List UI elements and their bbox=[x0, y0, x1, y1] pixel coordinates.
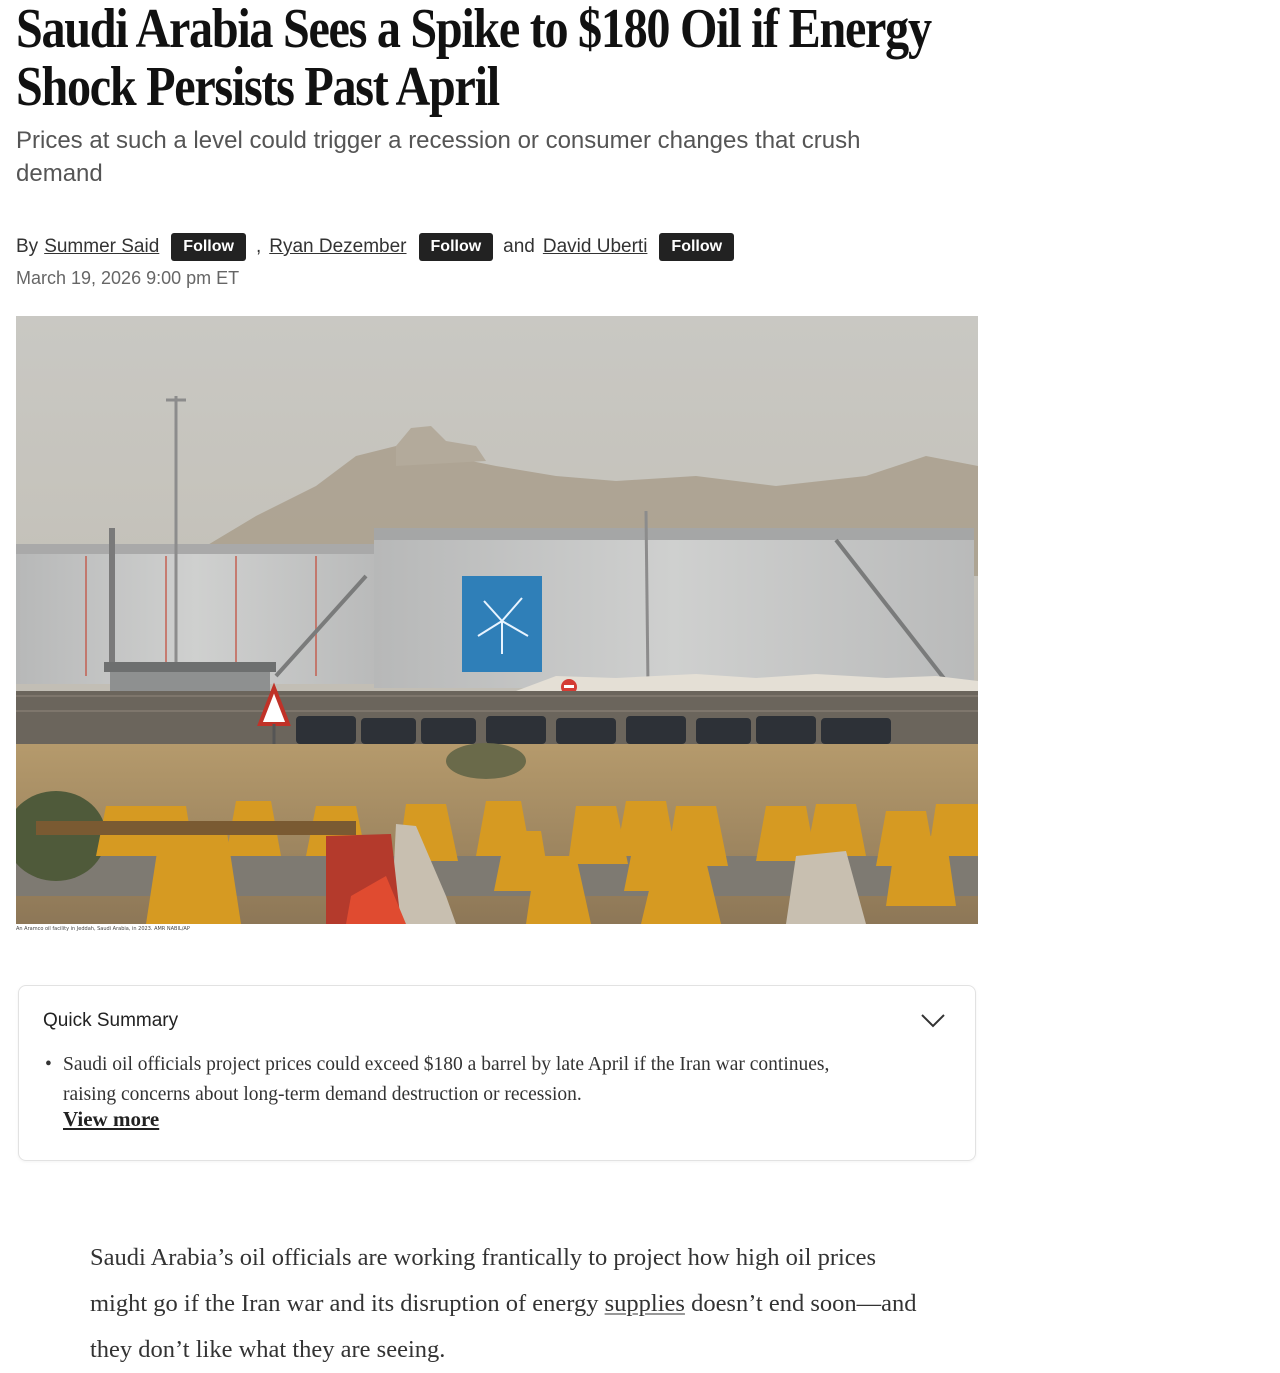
chevron-down-icon[interactable] bbox=[919, 1010, 947, 1030]
byline-prefix: By bbox=[16, 236, 39, 257]
author-link-summer-said[interactable]: Summer Said bbox=[44, 236, 160, 257]
headline: Saudi Arabia Sees a Spike to $180 Oil if Energy Shock Persists Past April bbox=[16, 0, 931, 118]
publish-date: March 19, 2026 9:00 pm ET bbox=[16, 268, 240, 288]
quick-summary-bullet: • Saudi oil officials project prices could exceed $180 a barrel by late April if the Iran war continues, raising concerns about long-term demand destruction or recession. bbox=[45, 1050, 865, 1110]
article bbox=[16, 0, 978, 1363]
follow-button-summer-said[interactable]: Follow bbox=[171, 233, 246, 261]
paragraph-text-start: Saudi Arabia’s oil officials are working frantically to project how high oil prices might go if the Iran war and its disruption of energy bbox=[90, 1243, 877, 1317]
view-more-link[interactable]: View more bbox=[63, 1107, 160, 1131]
supplies-link[interactable]: supplies bbox=[604, 1289, 685, 1317]
follow-button-ryan-dezember[interactable]: Follow bbox=[419, 233, 494, 261]
author-link-david-uberti[interactable]: David Uberti bbox=[542, 236, 648, 257]
dek: Prices at such a level could trigger a recession or consumer changes that crush demand bbox=[16, 127, 861, 187]
quick-summary-card bbox=[18, 985, 976, 1161]
byline-comma: , bbox=[255, 236, 262, 257]
hero-image bbox=[16, 316, 978, 924]
author-link-ryan-dezember[interactable]: Ryan Dezember bbox=[269, 236, 407, 257]
follow-button-david-uberti[interactable]: Follow bbox=[659, 233, 734, 261]
paragraph-text-end: doesn’t end soon—and they don’t like what they are seeing. bbox=[90, 1289, 917, 1363]
image-caption: An Aramco oil facility in Jeddah, Saudi Arabia, in 2023. AMR NABIL/AP bbox=[16, 926, 190, 932]
byline bbox=[16, 232, 978, 262]
article-paragraph bbox=[90, 1235, 920, 1373]
byline-and: and bbox=[503, 236, 535, 257]
quick-summary-title: Quick Summary bbox=[43, 1010, 179, 1031]
